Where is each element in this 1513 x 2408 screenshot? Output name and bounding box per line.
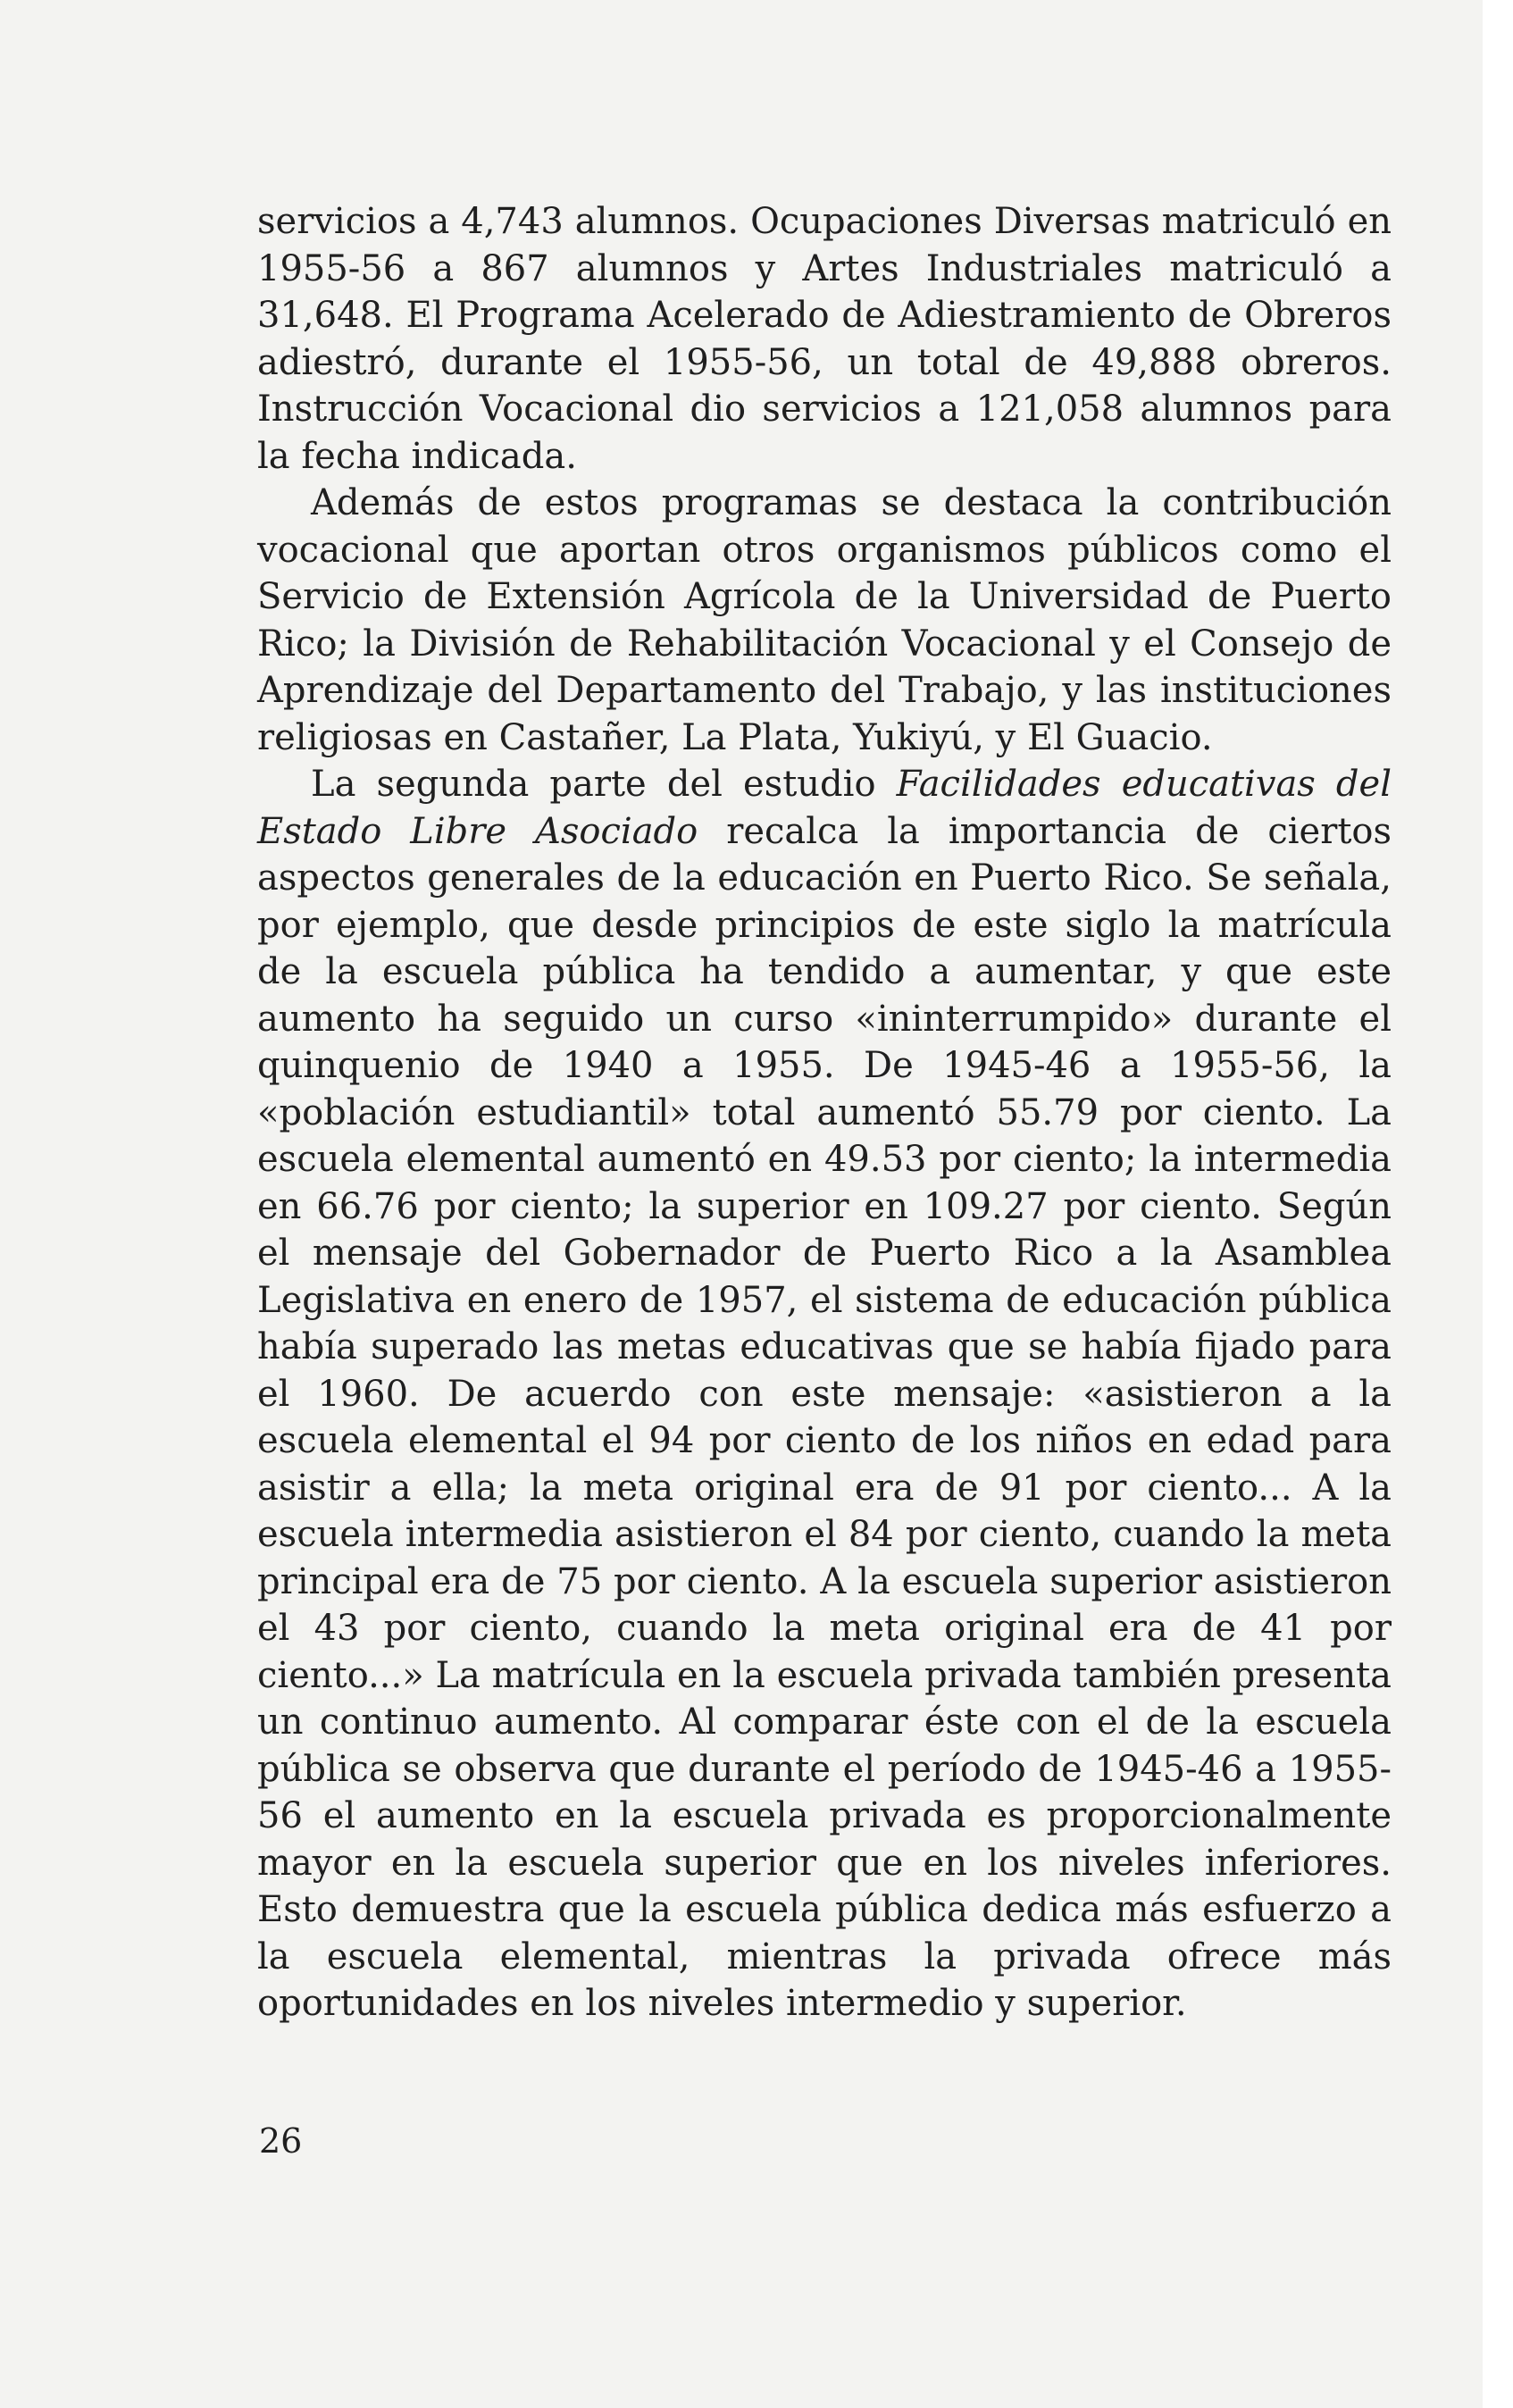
paragraph-3-intro: La segunda parte del estudio xyxy=(311,764,897,805)
study-title: Facilidades educativas del Estado Libre Asociado xyxy=(257,764,1392,852)
paragraph-3-body: recalca la importancia de ciertos aspectos generales de la educación en Puerto Rico. Se señala, por ejemplo, que desde principios de este siglo la matrícula de la escuela pública ha tendido a aumentar, y que este aumento ha seguido un curso «ininterrumpido» durante el quinquenio de 1940 a 1955. De 1945-46 a 1955-56, la «población estudiantil» total aumentó 55.79 por ciento. La escuela elemental aumentó en 49.53 por ciento; la intermedia en 66.76 por ciento; la superior en 109.27 por ciento. Según el mensaje del Gobernador de Puerto Rico a la Asamblea Legislativa en enero de 1957, el sistema de educación pública había superado las metas educativas que se había fijado para el 1960. De acuerdo con este mensaje: «asistieron a la escuela elemental el 94 por ciento de los niños en edad para asistir a ella; la meta original era de 91 por ciento... A la escuela intermedia asistieron el 84 por ciento, cuando la meta principal era de 75 por ciento. A la escuela superior asistieron el 43 por ciento, cuando la meta original era de 41 por ciento...» La matrícula en la escuela privada también presenta un continuo aumento. Al comparar éste con el de la escuela pública se observa que durante el período de 1945-46 a 1955-56 el aumento en la escuela privada es proporcionalmente mayor en la escuela superior que en los niveles inferiores. Esto demuestra que la escuela pública dedica más esfuerzo a la escuela elemental, mientras la privada ofrece más oportunidades en los niveles intermedio y superior. xyxy=(257,810,1392,2024)
paragraph-2: Además de estos programas se destaca la contribución vocacional que aportan otros organismos públicos como el Servicio de Extensión Agrícola de la Universidad de Puerto Rico; la División de Rehabilitación Vocacional y el Consejo de Aprendizaje del Departamento del Trabajo, y las instituciones religiosas en Castañer, La Plata, Yukiyú, y El Guacio. xyxy=(257,482,1392,758)
page-number: 26 xyxy=(259,2121,303,2161)
body-text xyxy=(257,198,1392,2028)
paragraph-1: servicios a 4,743 alumnos. Ocupaciones Diversas matriculó en 1955-56 a 867 alumnos y Artes Industriales matriculó a 31,648. El Programa Acelerado de Adiestramiento de Obreros adiestró, durante el 1955-56, un total de 49,888 obreros. Instrucción Vocacional dio servicios a 121,058 alumnos para la fecha indicada. xyxy=(257,201,1392,477)
page-edge xyxy=(1483,0,1513,2408)
paragraph-3 xyxy=(257,761,1392,2028)
